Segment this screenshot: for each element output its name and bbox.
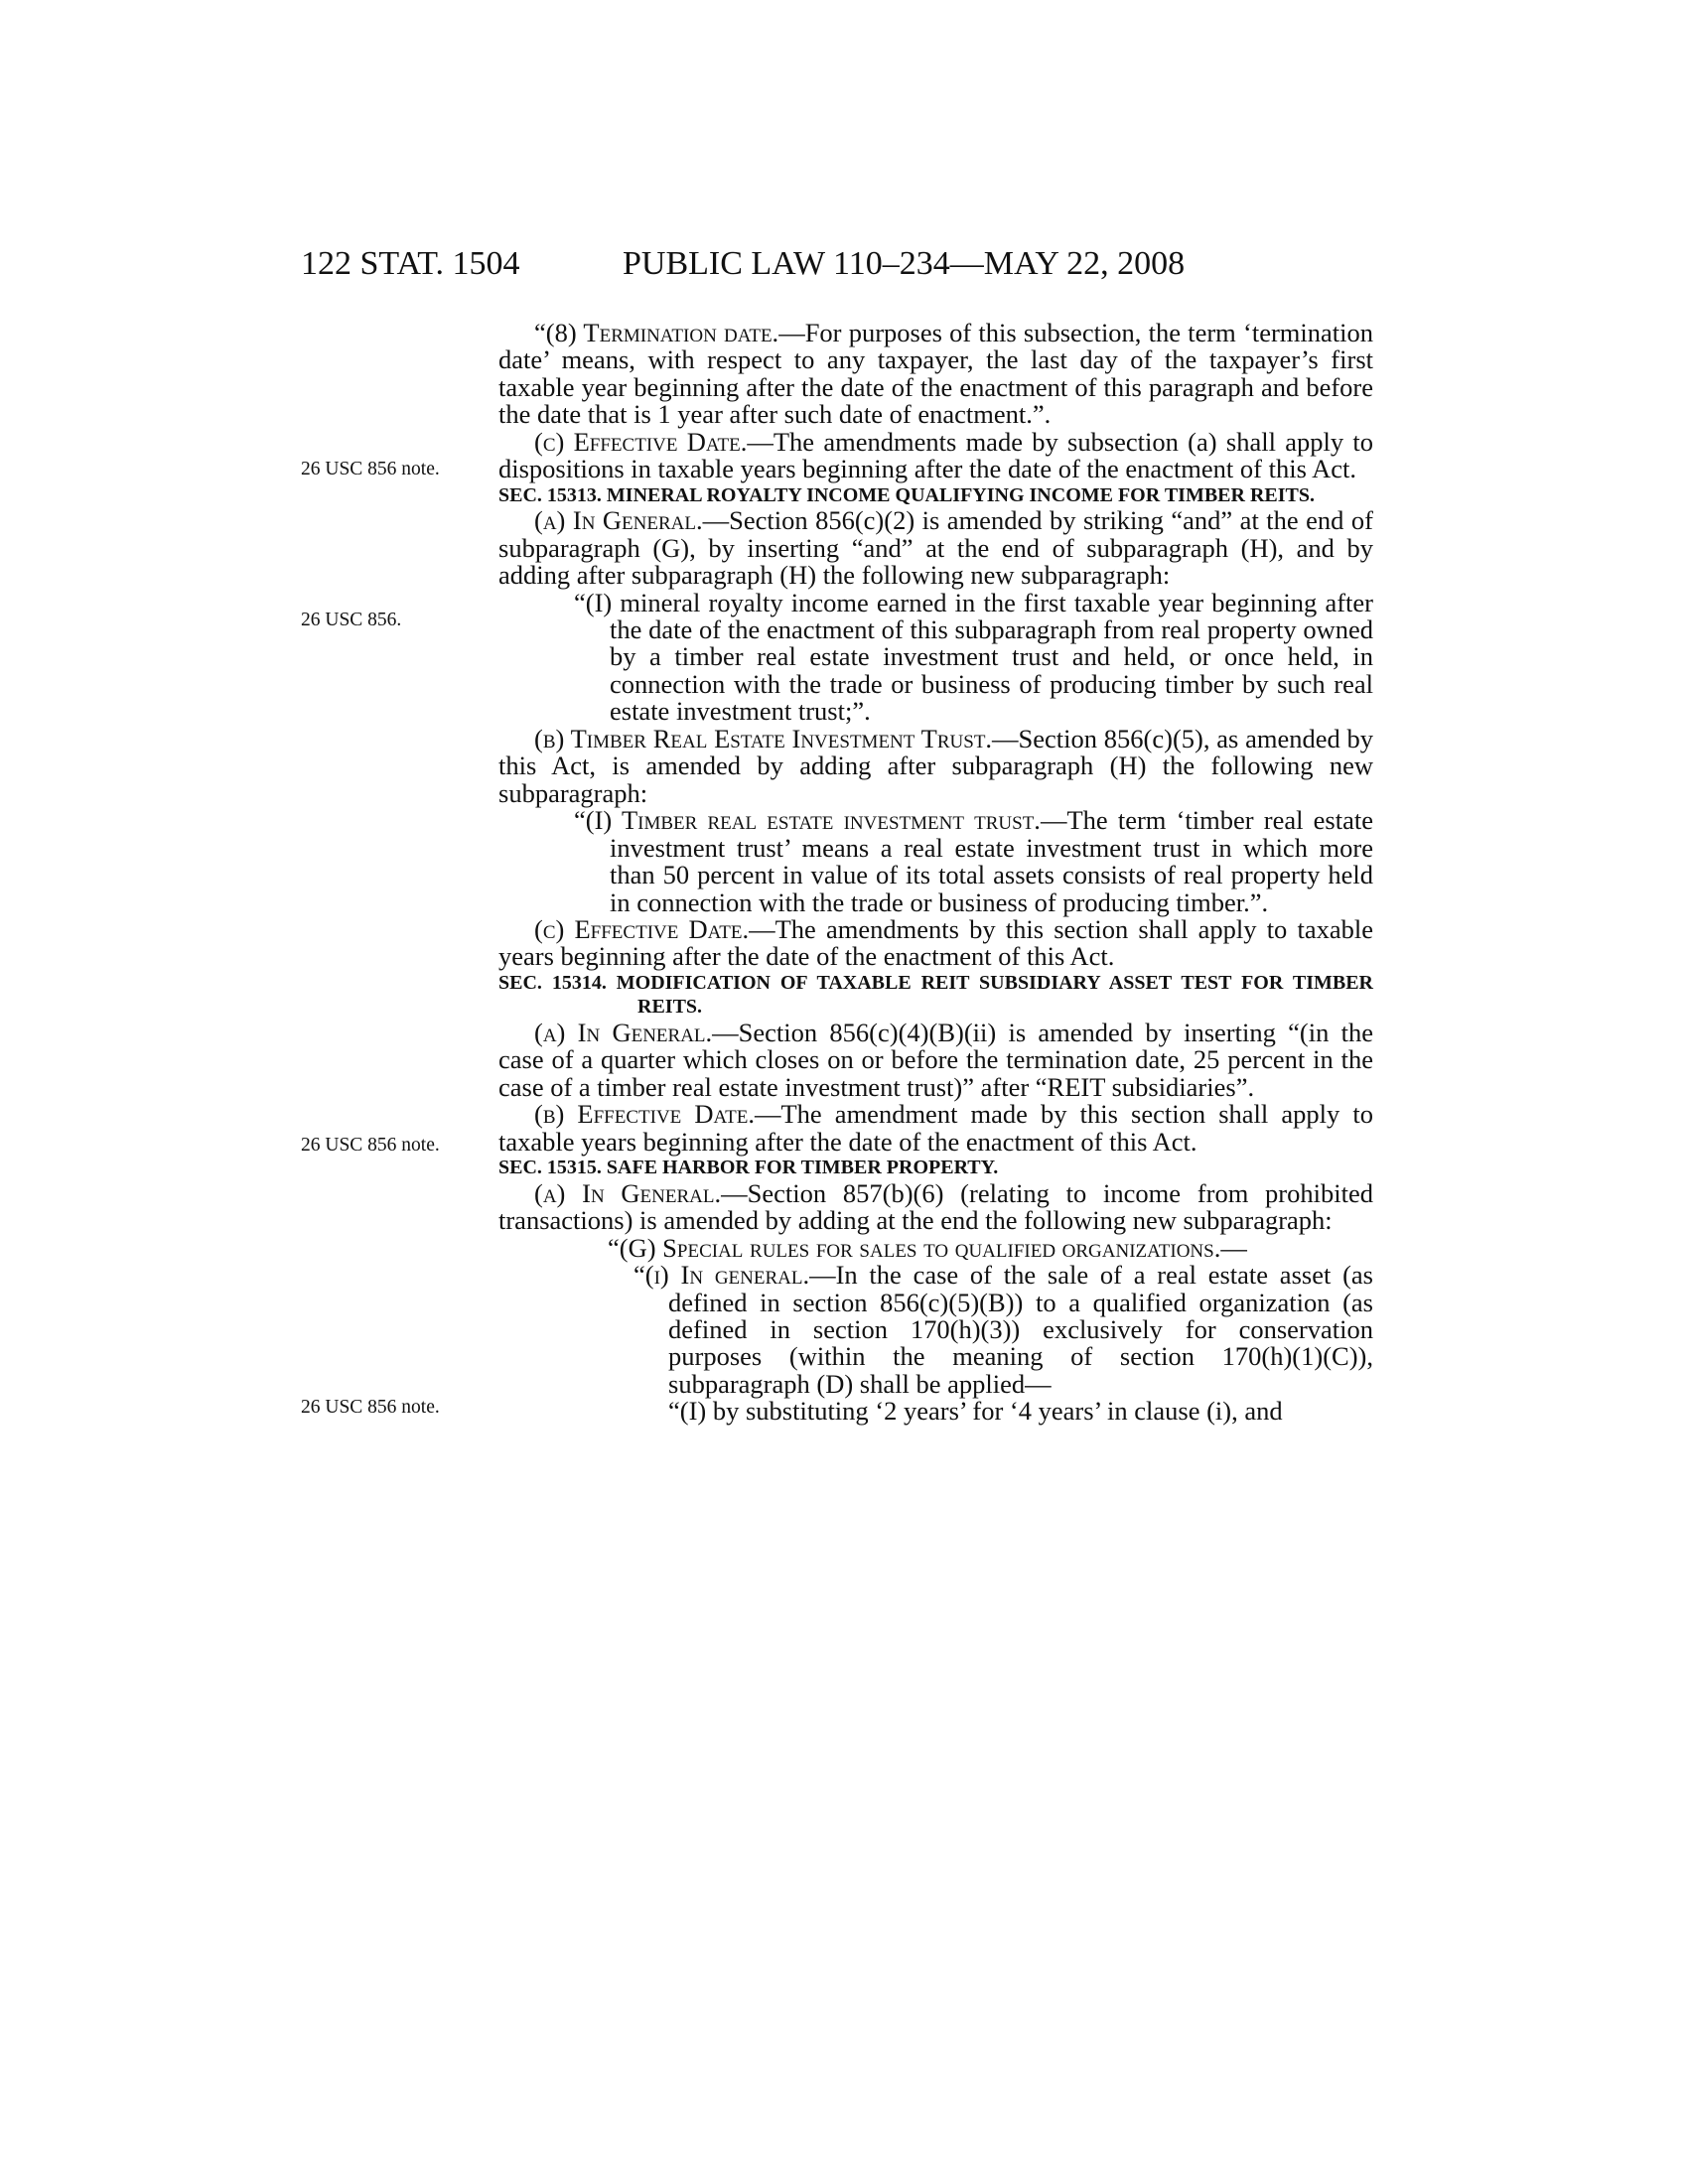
paragraph-text: “(I) by substituting ‘2 years’ for ‘4 years’ in clause (i), and [668, 1396, 1283, 1427]
paragraph-termination-date [498, 320, 1373, 429]
paragraph-text: —Section 856(c)(4)(B)(ii) is amended by inserting “(in the case of a quarter which closes on or before the termination date, 25 percent in the case of a timber real estate investment trust)” after “REIT subsidiaries”. [498, 1017, 1373, 1102]
section-heading-15314: SEC. 15314. MODIFICATION OF TAXABLE REIT SUBSIDIARY ASSET TEST FOR TIMBER REITS. [498, 971, 1373, 1019]
quoted-subparagraph-mineral-royalty [498, 587, 1373, 727]
page-number-header: 122 STAT. 1504 [301, 245, 520, 282]
paragraph-heading: “(i) In general. [633, 1260, 810, 1291]
paragraph-text: —Section 857(b)(6) (relating to income from prohibited transactions) is amended by adding at the end the following new subparagraph: [498, 1177, 1373, 1236]
paragraph-heading: “(G) Special rules for sales to qualified organizations. [608, 1232, 1221, 1263]
paragraph-in-general [498, 507, 1373, 589]
margin-note: 26 USC 856. [301, 610, 402, 630]
margin-note: 26 USC 856 note. [301, 459, 440, 479]
paragraph-heading: (a) In General. [534, 1017, 713, 1047]
paragraph-heading: “(8) Termination date. [534, 318, 779, 347]
section-heading-15313: SEC. 15313. MINERAL ROYALTY INCOME QUALIFYING INCOME FOR TIMBER REITS. [498, 483, 1315, 506]
paragraph-text: —The amendments made by subsection (a) shall apply to dispositions in taxable years beginning after the date of the enactment of this Act. [498, 426, 1373, 484]
paragraph-effective-date [498, 916, 1373, 971]
paragraph-text: —The amendments by this section shall apply to taxable years beginning after the date of the enactment of this Act. [498, 914, 1373, 972]
paragraph-timber-reit [498, 723, 1373, 808]
paragraph-heading: (c) Effective Date. [534, 426, 748, 457]
paragraph-text: —For purposes of this subsection, the term ‘termination date’ means, with respect to any taxpayer, the last day of the taxpayer’s first taxable year beginning after the date of the enactment of this paragraph and before the date that is 1 year after such date of enactment.”. [498, 318, 1373, 430]
paragraph-heading: (c) Effective Date. [534, 914, 750, 945]
paragraph-effective-date [498, 1101, 1373, 1156]
paragraph-text: —In the case of the sale of a real estate asset (as defined in section 856(c)(5)(B)) to a qualified organization (as defined in section 170(h)(3)) exclusively for conservation purposes (within the meaning of section 170(h)(1)(C)), subparagraph (D) shall be applied— [668, 1260, 1373, 1399]
public-law-header: PUBLIC LAW 110–234—MAY 22, 2008 [623, 245, 1186, 282]
quoted-subparagraph-timber-reit-definition [498, 807, 1373, 916]
paragraph-heading: (a) In General. [534, 505, 703, 536]
paragraph-effective-date [498, 426, 1373, 484]
paragraph-text: —Section 856(c)(5), as amended by this Act, is amended by adding after subparagraph (H) the following new subparagraph: [498, 723, 1373, 808]
paragraph-text: —Section 856(c)(2) is amended by striking “and” at the end of subparagraph (G), by inserting “and” at the end of subparagraph (H), and by adding after subparagraph (H) the following new subparagraph: [498, 505, 1373, 591]
section-heading-15315: SEC. 15315. SAFE HARBOR FOR TIMBER PROPERTY. [498, 1157, 999, 1179]
paragraph-heading: (b) Effective Date. [534, 1099, 755, 1130]
paragraph-heading: “(I) Timber real estate investment trust. [574, 805, 1041, 836]
statute-body [498, 320, 1373, 1426]
quoted-subclause-substitution [498, 1398, 1373, 1425]
quoted-subparagraph-special-rules [498, 1232, 1373, 1263]
quoted-clause-in-general [498, 1262, 1373, 1398]
paragraph-in-general [498, 1177, 1373, 1236]
margin-note: 26 USC 856 note. [301, 1135, 440, 1156]
paragraph-text: — [1220, 1232, 1247, 1263]
paragraph-heading: (b) Timber Real Estate Investment Trust. [534, 723, 993, 753]
paragraph-text: —The amendment made by this section shall apply to taxable years beginning after the date of the enactment of this Act. [498, 1099, 1373, 1157]
paragraph-in-general [498, 1017, 1373, 1102]
margin-note: 26 USC 856 note. [301, 1397, 440, 1418]
paragraph-text: “(I) mineral royalty income earned in the first taxable year beginning after the date of the enactment of this subparagraph from real property owned by a timber real estate investment trust and held, or once held, in connection with the trade or business of producing timber by such real estate investment trust;”. [574, 587, 1373, 727]
paragraph-text: —The term ‘timber real estate investment trust’ means a real estate investment trust in which more than 50 percent in value of its total assets consists of real property held in connection with the trade or business of producing timber.”. [610, 805, 1373, 917]
paragraph-heading: (a) In General. [534, 1177, 722, 1208]
